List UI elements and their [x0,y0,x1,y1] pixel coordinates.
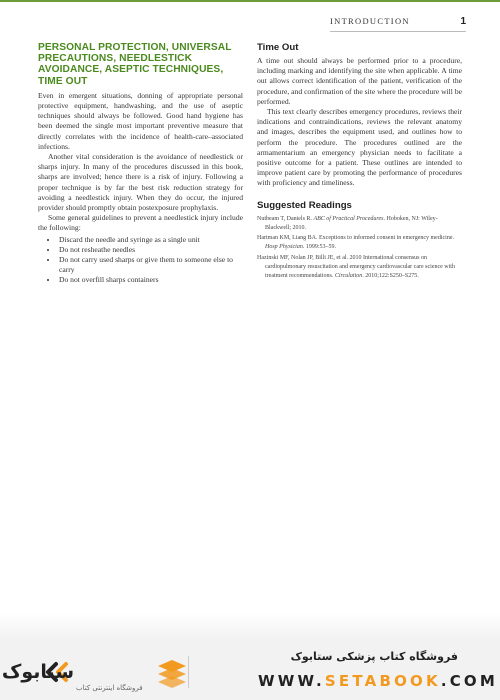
references-list [257,215,462,281]
paragraph: Some general guidelines to prevent a needlestick injury include the following: [38,213,243,233]
store-url: WWW.SETABOOK.COM [258,672,498,690]
section-heading-suggested-readings: Suggested Readings [257,199,352,211]
watermark-divider [188,656,189,688]
paragraph: Another vital consideration is the avoidance of needlestick or sharps injury. In many of the procedures discussed in this book, sharps are involved; hence there is a risk of injury. Following a proper technique is by far the best risk reduction strategy for avoiding a needlestick injury. When they do occur, the injured provider should promptly obtain postexposure prophylaxis. [38,152,243,213]
running-head [330,13,466,32]
paragraph: A time out should always be performed prior to a procedure, including marking and identifying the site when applicable. A time out allows correct identification of the patient, verification of the procedure, and confirmation of the site where the procedure will be performed. [257,56,462,106]
reference-item: Hartman KM, Liang BA. Exceptions to informed consent in emergency medicine. Hosp Physician. 1999:53–59. [257,235,455,251]
bottom-fade [0,612,500,640]
reference-item: Hazinski MF, Nolan JP, Billi JE, et al. 2010 International consensus on cardiopulmonary resuscitation and emergency cardiovascular care science with treatment recommendations. Circulation. 2010;122:S250–S275. [257,254,455,279]
reference-item: Nutbeam T, Daniels R. ABC of Practical Procedures. Hoboken, NJ: Wiley-Blackwell; 2010. [257,215,438,231]
svg-text:ستابوک: ستابوک [1,661,74,683]
page-number: 1 [460,15,466,27]
list-item: • Do not carry used sharps or give them to someone else to carry [58,255,243,275]
setabook-logo [1,650,190,694]
right-column [257,42,462,282]
guidelines-list [38,235,243,286]
running-title: INTRODUCTION [330,16,410,26]
watermark-banner [0,640,500,700]
header-rule [0,0,500,2]
section-heading-time-out: Time Out [257,42,299,53]
store-name: فروشگاه کتاب پزشکی ستابوک [290,650,458,663]
list-item: • Do not overfill sharps containers [58,275,243,285]
left-column [38,42,243,286]
svg-text:فروشگاه اینترنتی کتاب: فروشگاه اینترنتی کتاب [76,684,143,692]
list-item: • Discard the needle and syringe as a single unit [58,235,243,245]
list-item: • Do not resheathe needles [58,245,243,255]
paragraph: This text clearly describes emergency procedures, reviews their indications and contraindications, reviews the relevant anatomy and images, describes the equipment used, and outlines how to perform the procedure. The procedures outlined are the armamentarium an emergency physician needs to facilitate a positive outcome for a patient. These outlines are intended to improve patient care by promoting the performance of procedures with proficiency and timeliness. [257,107,462,188]
section-heading-personal-protection: PERSONAL PROTECTION, UNIVERSAL PRECAUTIONS, NEEDLESTICK AVOIDANCE, ASEPTIC TECHNIQUES, TIME OUT [38,42,232,87]
paragraph: Even in emergent situations, donning of appropriate personal protective equipment, handwashing, and the use of aseptic techniques should always be followed. Good hand hygiene has been deemed the single most important preventive measure that directly correlates with the incidence of health-care–associated infections. [38,90,243,151]
